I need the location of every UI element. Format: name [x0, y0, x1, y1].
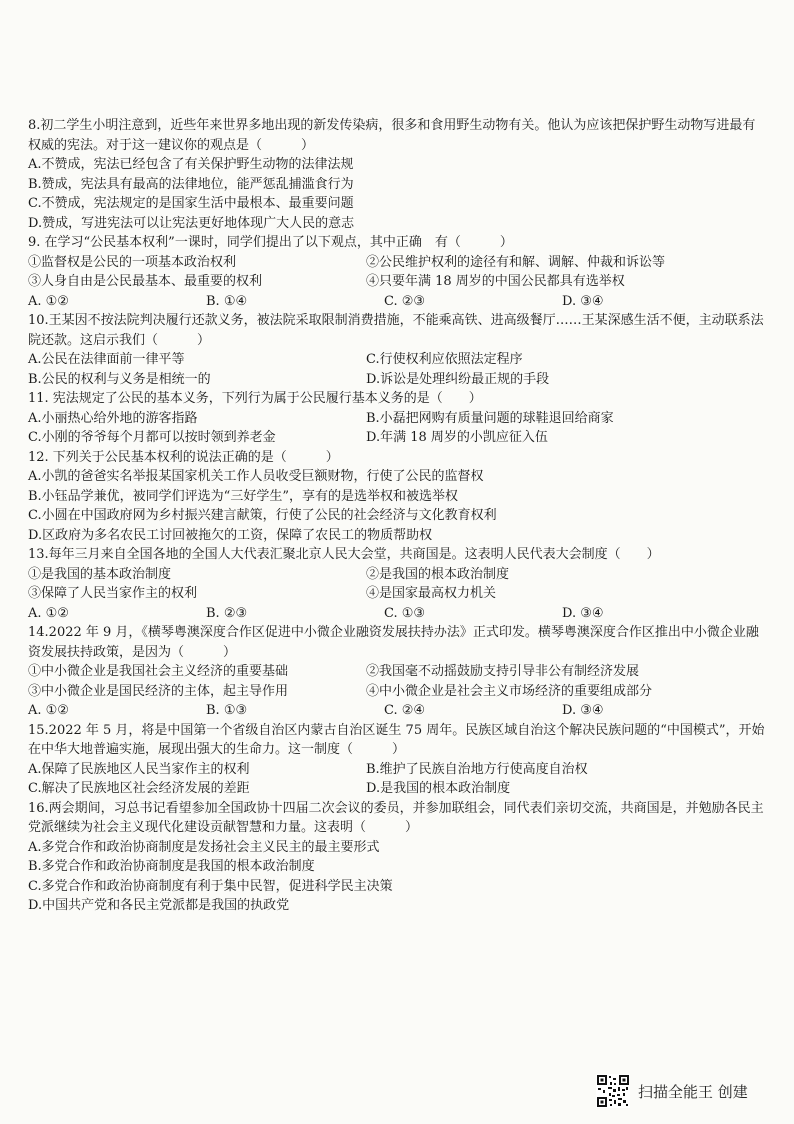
- question-14: [28, 623, 768, 721]
- option-d: D.诉讼是处理纠纷最正规的手段: [366, 371, 550, 387]
- option-row: [28, 370, 768, 390]
- option-d: D.中国共产党和各民主党派都是我国的执政党: [28, 898, 290, 913]
- statement-row: [28, 662, 768, 682]
- question-stem: 16.两会期间，习总书记看望参加全国政协十四届二次会议的委员，并参加联组会，同代表们亲切交流，共商国是，并勉励各民主党派继续为社会主义现代化建设贡献智慧和力量。这表明（ ）: [28, 800, 764, 835]
- statement-1: ①中小微企业是我国社会主义经济的重要基础: [28, 664, 289, 679]
- statement-1: ①监督权是公民的一项基本政治权利: [28, 254, 237, 270]
- statement-row: [28, 682, 768, 702]
- option-d: D.区政府为多名农民工讨回被拖欠的工资，保障了农民工的物质帮助权: [28, 527, 433, 543]
- option-a: A. ①②: [28, 605, 69, 621]
- option-c: C.不赞成，宪法规定的是国家生活中最根本、最重要问题: [28, 196, 354, 211]
- option-b: B.赞成，宪法具有最高的法律地位，能严惩乱捕滥食行为: [28, 176, 354, 192]
- statement-row: [28, 253, 768, 273]
- question-13: [28, 545, 768, 623]
- scanner-label: 扫描全能王 创建: [638, 1082, 748, 1101]
- question-12: [28, 448, 768, 546]
- question-stem: 8.初二学生小明注意到，近些年来世界多地出现的新发传染病，很多和食用野生动物有关。他认为应该把保护野生动物写进最有权威的宪法。对于这一建议你的观点是（ ）: [28, 118, 756, 153]
- statement-4: ④中小微企业是社会主义市场经济的重要组成部分: [366, 683, 653, 699]
- option-c: C.小圆在中国政府网为乡村振兴建言献策，行使了公民的社会经济与文化教育权利: [28, 508, 497, 523]
- statement-3: ③中小微企业是国民经济的主体，起主导作用: [28, 683, 289, 699]
- statement-1: ①是我国的基本政治制度: [28, 566, 172, 582]
- question-16: [28, 799, 768, 916]
- question-stem: 10.王某因不按法院判决履行还款义务，被法院采取限制消费措施，不能乘高铁、进高级餐厅……王某深感生活不便，主动联系法院还款。这启示我们（ ）: [28, 313, 764, 348]
- option-b: B.多党合作和政治协商制度是我国的根本政治制度: [28, 859, 315, 874]
- option-d: D.年满 18 周岁的小凯应征入伍: [366, 430, 548, 445]
- option-a: A.不赞成，宪法已经包含了有关保护野生动物的法律法规: [28, 157, 354, 172]
- statement-3: ③保障了人民当家作主的权利: [28, 586, 198, 601]
- option-c: C.解决了民族地区社会经济发展的差距: [28, 781, 250, 796]
- question-stem: 13.每年三月来自全国各地的全国人大代表汇聚北京人民大会堂，共商国是。这表明人民代表大会制度（ ）: [28, 547, 660, 562]
- scanner-watermark: [596, 1074, 776, 1108]
- option-a: A.小凯的爸爸实名举报某国家机关工作人员收受巨额财物，行使了公民的监督权: [28, 469, 484, 484]
- question-stem: 14.2022 年 9 月，《横琴粤澳深度合作区促进中小微企业融资发展扶持办法》正式印发。横琴粤澳深度合作区推出中小微企业融资发展扶持政策，是因为（ ）: [28, 625, 759, 660]
- question-10: [28, 311, 768, 389]
- statement-row: [28, 272, 768, 292]
- option-d: D. ③④: [562, 293, 604, 309]
- option-row: [28, 701, 768, 721]
- option-row: [28, 292, 768, 312]
- option-d: D.赞成，写进宪法可以让宪法更好地体现广大人民的意志: [28, 215, 355, 231]
- qr-code-icon: [596, 1074, 630, 1108]
- statement-4: ④是国家最高权力机关: [366, 586, 497, 601]
- option-row: [28, 779, 768, 799]
- question-8: [28, 116, 768, 233]
- question-stem: 11. 宪法规定了公民的基本义务，下列行为属于公民履行基本义务的是（ ）: [28, 391, 482, 406]
- option-row: [28, 604, 768, 624]
- question-9: [28, 233, 768, 311]
- option-a: A.公民在法律面前一律平等: [28, 352, 185, 367]
- question-11: [28, 389, 768, 448]
- option-a: A. ①②: [28, 293, 69, 309]
- option-c: C.小刚的爷爷每个月都可以按时领到养老金: [28, 430, 276, 445]
- option-d: D.是我国的根本政治制度: [366, 781, 511, 796]
- option-a: A.小丽热心给外地的游客指路: [28, 410, 198, 426]
- option-b: B.小磊把网购有质量问题的球鞋退回给商家: [366, 410, 614, 426]
- option-b: B. ①③: [206, 703, 248, 718]
- option-c: C.多党合作和政治协商制度有利于集中民智，促进科学民主决策: [28, 878, 393, 894]
- option-c: C.行使权利应依照法定程序: [366, 352, 523, 367]
- option-c: C. ①③: [384, 605, 426, 621]
- option-d: D. ③④: [562, 605, 604, 621]
- statement-2: ②是我国的根本政治制度: [366, 566, 510, 582]
- question-list: [28, 116, 768, 916]
- option-row: [28, 760, 768, 780]
- option-b: B. ①④: [206, 293, 248, 309]
- statement-3: ③人身自由是公民最基本、最重要的权利: [28, 274, 263, 289]
- option-b: B. ②③: [206, 605, 248, 621]
- option-b: B.维护了民族自治地方行使高度自治权: [366, 761, 588, 777]
- question-stem: 12. 下列关于公民基本权利的说法正确的是（ ）: [28, 449, 339, 465]
- question-15: [28, 721, 768, 799]
- option-c: C. ②③: [384, 293, 426, 309]
- statement-4: ④只要年满 18 周岁的中国公民都具有选举权: [366, 274, 625, 289]
- option-a: A.多党合作和政治协商制度是发扬社会主义民主的最主要形式: [28, 839, 380, 855]
- option-d: D. ③④: [562, 703, 604, 718]
- question-stem: 9. 在学习“公民基本权利”一课时，同学们提出了以下观点，其中正确 有（ ）: [28, 235, 513, 250]
- option-c: C. ②④: [384, 703, 426, 718]
- option-row: [28, 409, 768, 429]
- option-row: [28, 428, 768, 448]
- statement-row: [28, 584, 768, 604]
- option-row: [28, 350, 768, 370]
- option-a: A. ①②: [28, 703, 69, 718]
- option-a: A.保障了民族地区人民当家作主的权利: [28, 761, 250, 777]
- statement-row: [28, 565, 768, 585]
- question-stem: 15.2022 年 5 月，将是中国第一个省级自治区内蒙古自治区诞生 75 周年。民族区域自治这个解决民族问题的“中国模式”，开始在中华大地普遍实施，展现出强大的生命力。这一制度（ ）: [28, 722, 765, 757]
- statement-2: ②我国毫不动摇鼓励支持引导非公有制经济发展: [366, 664, 640, 679]
- option-b: B.小钰品学兼优，被同学们评选为“三好学生”，享有的是选举权和被选举权: [28, 488, 458, 504]
- statement-2: ②公民维护权利的途径有和解、调解、仲裁和诉讼等: [366, 254, 666, 270]
- option-b: B.公民的权利与义务是相统一的: [28, 371, 211, 387]
